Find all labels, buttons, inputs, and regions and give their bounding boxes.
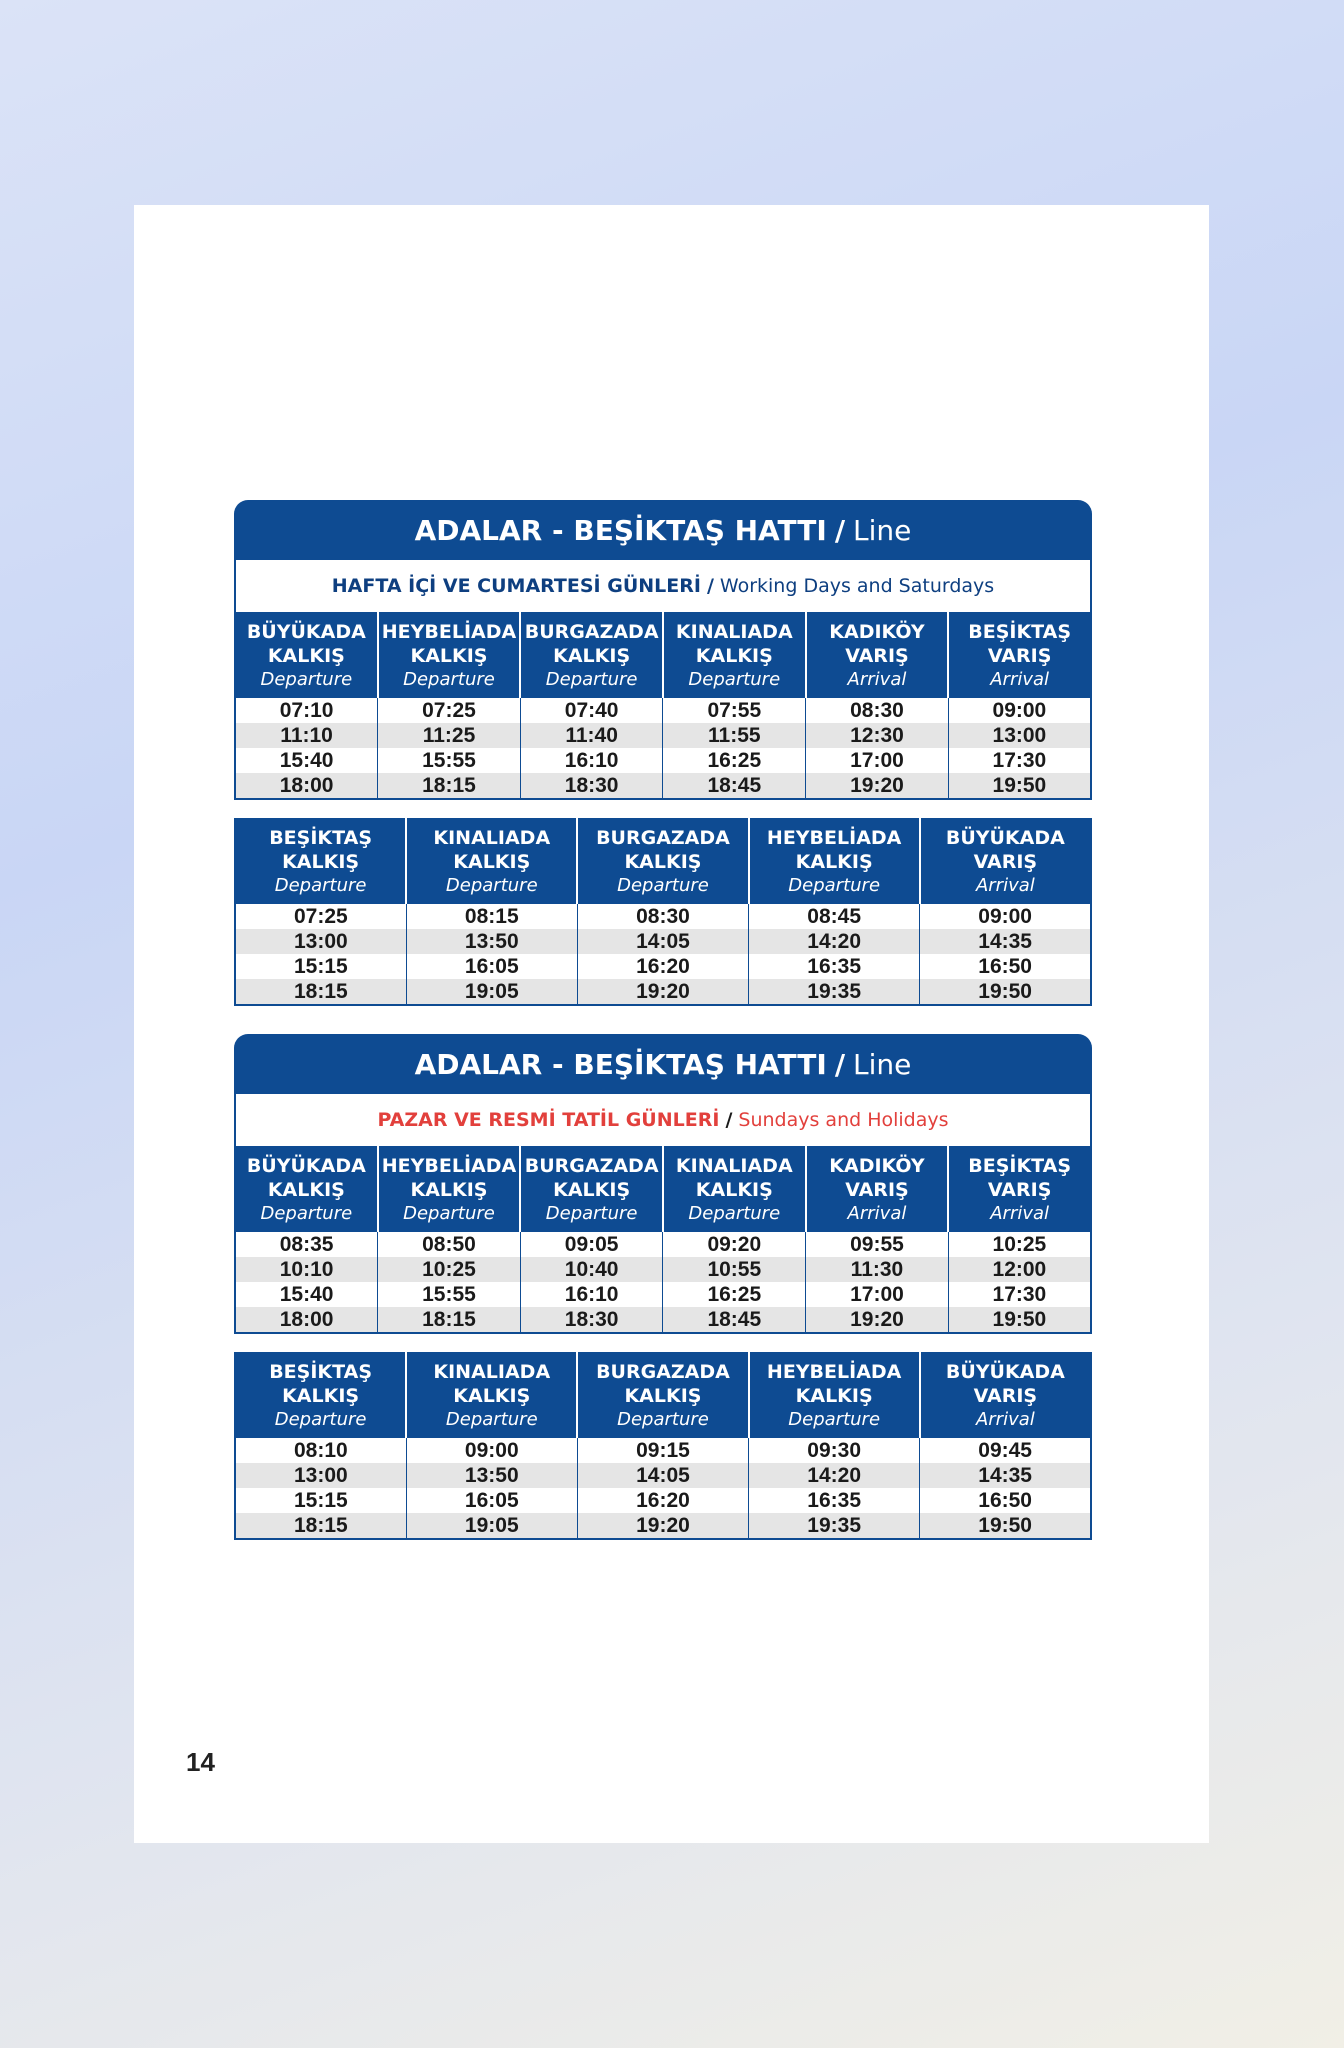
time-cell: 16:10 xyxy=(520,1282,663,1307)
time-cell: 11:55 xyxy=(663,723,806,748)
table-row xyxy=(235,1438,1091,1463)
time-cell: 13:50 xyxy=(406,1463,577,1488)
time-cell: 14:05 xyxy=(577,1463,748,1488)
time-cell: 18:15 xyxy=(235,1513,406,1539)
table-row xyxy=(235,1307,1091,1333)
column-header: BEŞİKTAŞ KALKIŞ Departure xyxy=(235,1353,406,1438)
column-header: KADIKÖY VARIŞ Arrival xyxy=(806,1147,949,1232)
column-header: KINALIADA KALKIŞ Departure xyxy=(663,1147,806,1232)
table-row xyxy=(235,954,1091,979)
column-header: KINALIADA KALKIŞ Departure xyxy=(406,1353,577,1438)
subtitle-tr: PAZAR VE RESMİ TATİL GÜNLERİ xyxy=(377,1109,720,1131)
time-cell: 11:30 xyxy=(806,1257,949,1282)
table-row xyxy=(235,1282,1091,1307)
table-row xyxy=(235,1488,1091,1513)
time-cell: 16:50 xyxy=(920,954,1091,979)
time-cell: 18:30 xyxy=(520,1307,663,1333)
table-row xyxy=(235,698,1091,723)
subtitle-en: Working Days and Saturdays xyxy=(719,575,995,597)
subtitle-en: Sundays and Holidays xyxy=(738,1109,949,1131)
column-header: BURGAZADA KALKIŞ Departure xyxy=(520,613,663,698)
column-header: BÜYÜKADA KALKIŞ Departure xyxy=(235,1147,378,1232)
page-number: 14 xyxy=(186,1747,215,1777)
time-cell: 09:00 xyxy=(920,904,1091,929)
time-cell: 09:45 xyxy=(920,1438,1091,1463)
subtitle-slash: / xyxy=(725,1109,733,1131)
timetable-besiktas-to-islands xyxy=(234,818,1092,1006)
time-cell: 07:25 xyxy=(293,905,348,928)
table-row xyxy=(235,1257,1091,1282)
line-title: ADALAR - BEŞİKTAŞ HATTI xyxy=(414,1047,827,1081)
column-header: HEYBELİADA KALKIŞ Departure xyxy=(378,613,521,698)
time-cell: 09:00 xyxy=(406,1438,577,1463)
time-cell: 19:20 xyxy=(806,773,949,799)
subtitle-tr: HAFTA İÇİ VE CUMARTESİ GÜNLERİ xyxy=(331,575,701,597)
table-row xyxy=(235,773,1091,799)
time-cell: 12:00 xyxy=(948,1257,1091,1282)
table-row xyxy=(235,929,1091,954)
time-cell: 18:15 xyxy=(235,979,406,1005)
time-cell: 16:25 xyxy=(663,748,806,773)
subtitle-slash: / xyxy=(706,575,714,597)
line-title-en: Line xyxy=(853,1047,912,1081)
column-header: BEŞİKTAŞ VARIŞ Arrival xyxy=(948,1147,1091,1232)
time-cell: 16:50 xyxy=(920,1488,1091,1513)
timetable-islands-to-besiktas xyxy=(234,1146,1092,1334)
table-row xyxy=(235,904,1091,929)
schedule-weekdays xyxy=(234,500,1092,1006)
time-cell: 14:20 xyxy=(749,929,920,954)
time-cell: 19:20 xyxy=(577,979,748,1005)
time-cell: 09:20 xyxy=(663,1232,806,1257)
time-cell: 08:35 xyxy=(279,1233,334,1256)
time-cell: 18:00 xyxy=(235,1307,378,1333)
time-cell: 11:40 xyxy=(520,723,663,748)
time-cell: 14:20 xyxy=(749,1463,920,1488)
time-cell: 10:25 xyxy=(948,1232,1091,1257)
column-header: BURGAZADA KALKIŞ Departure xyxy=(520,1147,663,1232)
line-title-banner xyxy=(234,1034,1092,1094)
time-cell: 17:30 xyxy=(948,748,1091,773)
time-cell: 08:50 xyxy=(378,1232,521,1257)
line-title-en: Line xyxy=(853,513,912,547)
time-cell: 16:25 xyxy=(663,1282,806,1307)
column-header: BURGAZADA KALKIŞ Departure xyxy=(577,819,748,904)
day-type-subtitle xyxy=(234,1094,1092,1146)
time-cell: 09:30 xyxy=(749,1438,920,1463)
table-row xyxy=(235,748,1091,773)
time-cell: 16:35 xyxy=(749,954,920,979)
time-cell: 08:30 xyxy=(806,698,949,723)
column-header: KINALIADA KALKIŞ Departure xyxy=(663,613,806,698)
time-cell: 18:00 xyxy=(235,773,378,799)
time-cell: 19:50 xyxy=(948,773,1091,799)
document-page xyxy=(134,205,1209,1843)
time-cell: 09:00 xyxy=(948,698,1091,723)
time-cell: 19:20 xyxy=(806,1307,949,1333)
time-cell: 09:15 xyxy=(577,1438,748,1463)
time-cell: 10:10 xyxy=(235,1257,378,1282)
line-title: ADALAR - BEŞİKTAŞ HATTI xyxy=(414,513,827,547)
time-cell: 07:10 xyxy=(279,699,334,722)
time-cell: 16:05 xyxy=(406,954,577,979)
time-cell: 19:50 xyxy=(920,1513,1091,1539)
time-cell: 15:15 xyxy=(293,1489,348,1512)
time-cell: 08:30 xyxy=(577,904,748,929)
time-cell: 10:55 xyxy=(663,1257,806,1282)
column-header: BÜYÜKADA VARIŞ Arrival xyxy=(920,1353,1091,1438)
table-row xyxy=(235,979,1091,1005)
time-cell: 18:30 xyxy=(520,773,663,799)
line-title-banner xyxy=(234,500,1092,560)
time-cell: 17:00 xyxy=(806,748,949,773)
time-cell: 16:05 xyxy=(406,1488,577,1513)
time-cell: 17:00 xyxy=(806,1282,949,1307)
column-header: HEYBELİADA KALKIŞ Departure xyxy=(749,1353,920,1438)
time-cell: 19:50 xyxy=(920,979,1091,1005)
time-cell: 07:25 xyxy=(378,698,521,723)
time-cell: 14:35 xyxy=(920,929,1091,954)
column-header: BÜYÜKADA KALKIŞ Departure xyxy=(235,613,378,698)
time-cell: 15:15 xyxy=(293,955,348,978)
column-header: KINALIADA KALKIŞ Departure xyxy=(406,819,577,904)
time-cell: 17:30 xyxy=(948,1282,1091,1307)
time-cell: 08:10 xyxy=(293,1439,348,1462)
time-cell: 16:20 xyxy=(577,954,748,979)
time-cell: 14:05 xyxy=(577,929,748,954)
time-cell: 16:20 xyxy=(577,1488,748,1513)
column-header: BURGAZADA KALKIŞ Departure xyxy=(577,1353,748,1438)
timetable-islands-to-besiktas xyxy=(234,612,1092,800)
time-cell: 07:40 xyxy=(520,698,663,723)
schedule-sundays-holidays xyxy=(234,1034,1092,1540)
time-cell: 08:45 xyxy=(749,904,920,929)
column-header: BEŞİKTAŞ VARIŞ Arrival xyxy=(948,613,1091,698)
time-cell: 19:35 xyxy=(749,979,920,1005)
column-header: HEYBELİADA KALKIŞ Departure xyxy=(378,1147,521,1232)
time-cell: 19:05 xyxy=(406,979,577,1005)
time-cell: 13:00 xyxy=(235,1463,406,1488)
time-cell: 10:25 xyxy=(378,1257,521,1282)
column-header: KADIKÖY VARIŞ Arrival xyxy=(806,613,949,698)
time-cell: 19:20 xyxy=(577,1513,748,1539)
time-cell: 14:35 xyxy=(920,1463,1091,1488)
table-row xyxy=(235,1463,1091,1488)
day-type-subtitle xyxy=(234,560,1092,612)
time-cell: 09:05 xyxy=(520,1232,663,1257)
time-cell: 18:15 xyxy=(378,773,521,799)
time-cell: 11:25 xyxy=(378,723,521,748)
column-header: BÜYÜKADA VARIŞ Arrival xyxy=(920,819,1091,904)
time-cell: 13:00 xyxy=(235,929,406,954)
time-cell: 18:45 xyxy=(663,1307,806,1333)
time-cell: 15:40 xyxy=(279,1283,334,1306)
column-header: BEŞİKTAŞ KALKIŞ Departure xyxy=(235,819,406,904)
time-cell: 09:55 xyxy=(806,1232,949,1257)
timetable-besiktas-to-islands xyxy=(234,1352,1092,1540)
time-cell: 18:45 xyxy=(663,773,806,799)
time-cell: 19:35 xyxy=(749,1513,920,1539)
time-cell: 19:05 xyxy=(406,1513,577,1539)
column-header: HEYBELİADA KALKIŞ Departure xyxy=(749,819,920,904)
table-row xyxy=(235,1232,1091,1257)
time-cell: 08:15 xyxy=(406,904,577,929)
time-cell: 15:55 xyxy=(378,748,521,773)
time-cell: 15:55 xyxy=(378,1282,521,1307)
time-cell: 07:55 xyxy=(663,698,806,723)
time-cell: 10:40 xyxy=(520,1257,663,1282)
time-cell: 15:40 xyxy=(279,749,334,772)
table-row xyxy=(235,723,1091,748)
time-cell: 13:00 xyxy=(948,723,1091,748)
title-slash: / xyxy=(834,1047,846,1081)
time-cell: 16:10 xyxy=(520,748,663,773)
title-slash: / xyxy=(834,513,846,547)
table-row xyxy=(235,1513,1091,1539)
time-cell: 11:10 xyxy=(235,723,378,748)
time-cell: 13:50 xyxy=(406,929,577,954)
time-cell: 16:35 xyxy=(749,1488,920,1513)
time-cell: 12:30 xyxy=(806,723,949,748)
time-cell: 19:50 xyxy=(948,1307,1091,1333)
time-cell: 18:15 xyxy=(378,1307,521,1333)
